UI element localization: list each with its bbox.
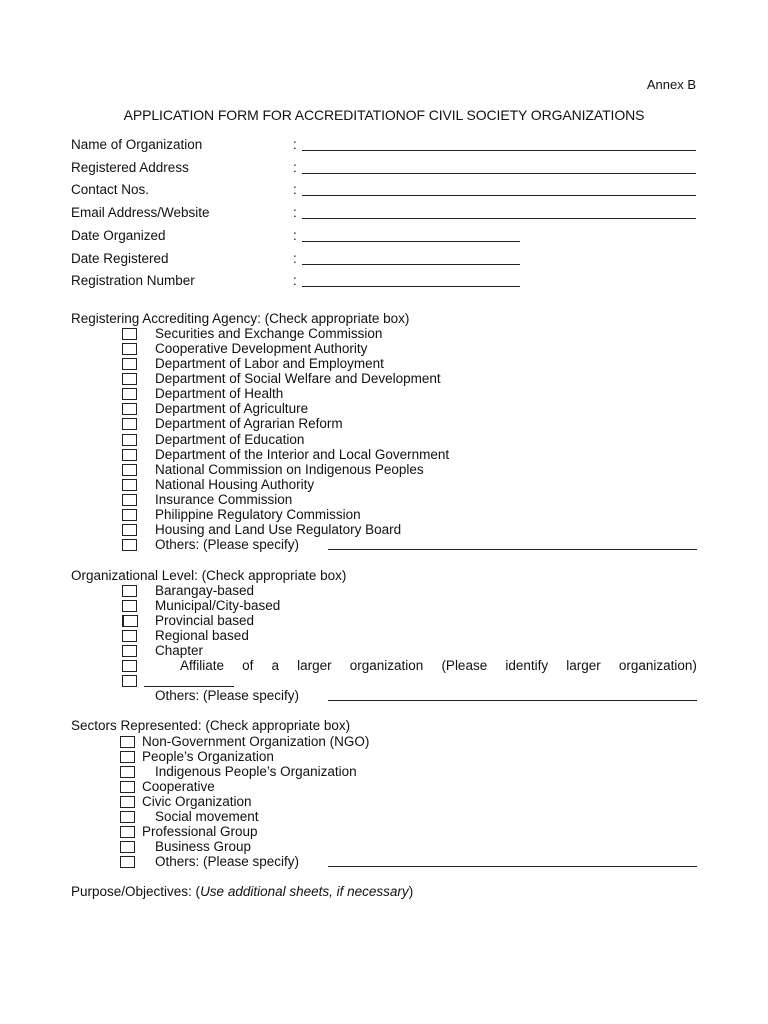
- field-colon: :: [293, 228, 297, 243]
- checkbox[interactable]: [122, 615, 138, 627]
- option-label: Chapter: [155, 643, 204, 658]
- sector-option-others[interactable]: [120, 854, 697, 869]
- option-label: Department of Social Welfare and Development: [155, 371, 441, 386]
- option-label: Municipal/City-based: [155, 598, 281, 613]
- name-of-organization-input[interactable]: [302, 150, 696, 151]
- option-label: Provincial based: [155, 613, 255, 628]
- checkbox[interactable]: [122, 418, 137, 430]
- affiliate-identify-input[interactable]: [144, 686, 234, 687]
- option-label: Others: (Please specify): [155, 537, 300, 552]
- form-title: APPLICATION FORM FOR ACCREDITATIONOF CIVIL SOCIETY ORGANIZATIONS: [123, 107, 645, 123]
- affiliate-word: (Please: [441, 658, 488, 673]
- option-label: Professional Group: [142, 824, 258, 839]
- annex-label: Annex B: [646, 77, 696, 92]
- field-date-registered: [71, 251, 696, 271]
- option-label: Others: (Please specify): [155, 688, 300, 703]
- option-label: Housing and Land Use Regulatory Board: [155, 522, 402, 537]
- field-label: Date Registered: [71, 251, 169, 266]
- field-label: Date Organized: [71, 228, 166, 243]
- field-colon: :: [293, 160, 297, 175]
- checkbox[interactable]: [120, 841, 135, 853]
- registration-number-input[interactable]: [302, 286, 520, 287]
- checkbox[interactable]: [122, 464, 137, 476]
- option-label: Indigenous People’s Organization: [155, 764, 357, 779]
- field-colon: :: [293, 182, 297, 197]
- checkbox[interactable]: [120, 856, 135, 868]
- field-label: Registration Number: [71, 273, 195, 288]
- checkbox[interactable]: [122, 509, 137, 521]
- affiliate-word: identify: [505, 658, 549, 673]
- checkbox[interactable]: [122, 645, 137, 657]
- option-label: Barangay-based: [155, 583, 255, 598]
- field-registration-number: [71, 273, 696, 293]
- checkbox[interactable]: [120, 751, 135, 763]
- option-label: Department of the Interior and Local Government: [155, 447, 450, 462]
- agency-option-others[interactable]: [122, 537, 697, 552]
- option-label: Civic Organization: [142, 794, 252, 809]
- checkbox[interactable]: [122, 434, 137, 446]
- checkbox[interactable]: [122, 524, 137, 536]
- affiliate-word: of: [242, 658, 254, 673]
- field-label: Name of Organization: [71, 137, 203, 152]
- checkbox[interactable]: [120, 796, 135, 808]
- date-organized-input[interactable]: [302, 241, 520, 242]
- contact-nos-input[interactable]: [302, 195, 696, 196]
- affiliate-word: Affiliate: [180, 658, 225, 673]
- field-label: Contact Nos.: [71, 182, 150, 197]
- field-name-of-organization: [71, 137, 696, 157]
- field-label: Registered Address: [71, 160, 189, 175]
- checkbox[interactable]: [122, 343, 137, 355]
- agency-others-input[interactable]: [328, 549, 697, 550]
- field-colon: :: [293, 137, 297, 152]
- field-colon: :: [293, 273, 297, 288]
- checkbox[interactable]: [122, 449, 137, 461]
- checkbox[interactable]: [122, 388, 137, 400]
- level-option-others[interactable]: [122, 688, 697, 703]
- sectors-section-title: Sectors Represented: (Check appropriate box): [71, 718, 351, 733]
- affiliate-checkbox[interactable]: [122, 660, 137, 672]
- checkbox[interactable]: [122, 630, 137, 642]
- checkbox[interactable]: [120, 736, 135, 748]
- purpose-close: ): [408, 884, 414, 899]
- affiliate-word: organization): [618, 658, 697, 673]
- option-label: Social movement: [155, 809, 259, 824]
- field-email-website: [71, 205, 696, 225]
- affiliate-word: organization: [349, 658, 424, 673]
- option-label: National Housing Authority: [155, 477, 315, 492]
- field-contact-nos: [71, 182, 696, 202]
- agency-section-title: Registering Accrediting Agency: (Check appropriate box): [71, 311, 410, 326]
- option-label: Philippine Regulatory Commission: [155, 507, 361, 522]
- field-registered-address: [71, 160, 696, 180]
- checkbox[interactable]: [122, 373, 137, 385]
- registered-address-input[interactable]: [302, 173, 696, 174]
- option-label: Department of Agrarian Reform: [155, 416, 343, 431]
- checkbox[interactable]: [122, 585, 137, 597]
- option-label: Securities and Exchange Commission: [155, 326, 383, 341]
- field-label: Email Address/Website: [71, 205, 210, 220]
- affiliate-word: larger: [566, 658, 601, 673]
- option-label: Business Group: [155, 839, 252, 854]
- level-section-title: Organizational Level: (Check appropriate box): [71, 568, 347, 583]
- option-label: People’s Organization: [142, 749, 274, 764]
- affiliate-word: a: [271, 658, 280, 673]
- option-label: Department of Health: [155, 386, 284, 401]
- sector-others-input[interactable]: [328, 866, 697, 867]
- checkbox[interactable]: [120, 781, 135, 793]
- field-date-organized: [71, 228, 696, 248]
- option-label: Cooperative Development Authority: [155, 341, 368, 356]
- field-colon: :: [293, 251, 297, 266]
- option-label: National Commission on Indigenous Peoples: [155, 462, 424, 477]
- option-label: Non-Government Organization (NGO): [142, 734, 370, 749]
- option-label: Others: (Please specify): [155, 854, 300, 869]
- field-colon: :: [293, 205, 297, 220]
- affiliate-word: larger: [297, 658, 332, 673]
- checkbox[interactable]: [122, 600, 137, 612]
- checkbox[interactable]: [120, 826, 135, 838]
- checkbox[interactable]: [122, 328, 137, 340]
- option-label: Regional based: [155, 628, 249, 643]
- option-label: Cooperative: [142, 779, 215, 794]
- option-label: Department of Education: [155, 432, 305, 447]
- purpose-note: Use additional sheets, if necessary: [200, 884, 409, 899]
- checkbox[interactable]: [122, 539, 137, 551]
- checkbox[interactable]: [122, 479, 137, 491]
- checkbox[interactable]: [122, 403, 137, 415]
- option-label: Department of Agriculture: [155, 401, 309, 416]
- checkbox[interactable]: [122, 494, 137, 506]
- purpose-objectives: [71, 884, 413, 899]
- purpose-label: Purpose/Objectives: (: [71, 884, 201, 899]
- checkbox[interactable]: [120, 811, 135, 823]
- affiliate-wrap-checkbox[interactable]: [122, 675, 137, 687]
- email-website-input[interactable]: [302, 218, 696, 219]
- date-registered-input[interactable]: [302, 264, 520, 265]
- checkbox[interactable]: [122, 358, 137, 370]
- option-label: Department of Labor and Employment: [155, 356, 384, 371]
- affiliate-label: [180, 658, 697, 673]
- checkbox[interactable]: [120, 766, 135, 778]
- level-others-input[interactable]: [328, 700, 697, 701]
- option-label: Insurance Commission: [155, 492, 293, 507]
